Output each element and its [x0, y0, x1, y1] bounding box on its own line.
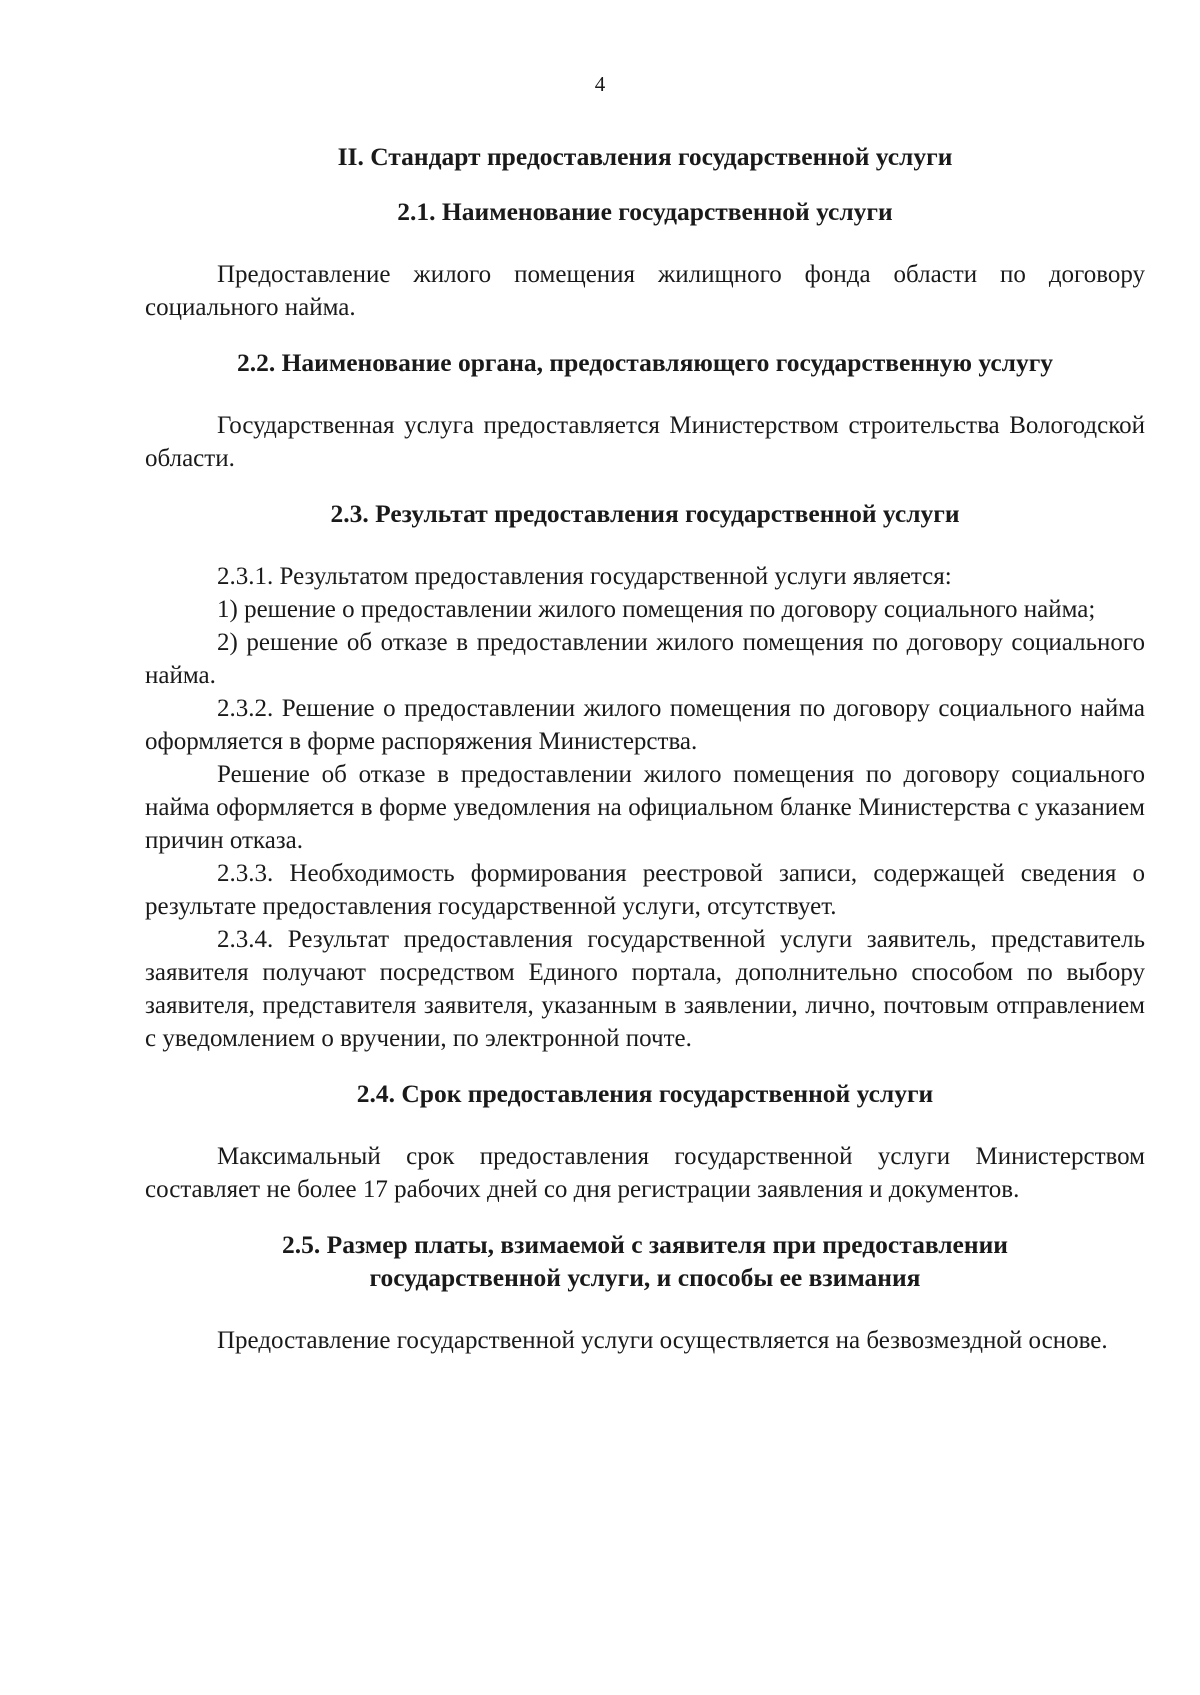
subsection-heading-2-5-line-2: государственной услуги, и способы ее взимания [369, 1263, 921, 1292]
subsection-heading-2-5-line-1: 2.5. Размер платы, взимаемой с заявителя при предоставлении [282, 1230, 1008, 1259]
paragraph: Решение об отказе в предоставлении жилого помещения по договору социального найма оформляется в форме уведомления на официальном бланке Министерства с указанием причин отказа. [145, 761, 1145, 854]
subsection-heading-2-1: 2.1. Наименование государственной услуги [397, 197, 893, 226]
document-content [145, 140, 1145, 1357]
subsection-heading-2-3: 2.3. Результат предоставления государственной услуги [330, 499, 960, 528]
paragraph: 2.3.3. Необходимость формирования реестровой записи, содержащей сведения о результате предоставления государственной услуги, отсутствует. [145, 860, 1145, 920]
paragraph: Предоставление жилого помещения жилищного фонда области по договору социального найма. [145, 261, 1145, 321]
paragraph: 1) решение о предоставлении жилого помещения по договору социального найма; [217, 596, 1096, 623]
paragraph: Государственная услуга предоставляется Министерством строительства Вологодской области. [145, 412, 1145, 472]
subsection-heading-2-4: 2.4. Срок предоставления государственной услуги [356, 1079, 934, 1108]
paragraph: Максимальный срок предоставления государственной услуги Министерством составляет не более 17 рабочих дней со дня регистрации заявления и документов. [145, 1143, 1145, 1203]
paragraph: Предоставление государственной услуги осуществляется на безвозмездной основе. [217, 1327, 1108, 1354]
paragraph: 2) решение об отказе в предоставлении жилого помещения по договору социального найма. [145, 629, 1145, 689]
page-number: 4 [594, 72, 606, 96]
section-title: II. Стандарт предоставления государственной услуги [337, 142, 953, 171]
paragraph: 2.3.1. Результатом предоставления государственной услуги является: [217, 563, 952, 590]
paragraph: 2.3.2. Решение о предоставлении жилого помещения по договору социального найма оформляется в форме распоряжения Министерства. [145, 695, 1145, 755]
paragraph: 2.3.4. Результат предоставления государственной услуги заявитель, представитель заявителя получают посредством Единого портала, дополнительно способом по выбору заявителя, представителя заявителя, указанным в заявлении, лично, почтовым отправлением с уведомлением о вручении, по электронной почте. [145, 926, 1145, 1052]
subsection-heading-2-2: 2.2. Наименование органа, предоставляющего государственную услугу [236, 348, 1054, 377]
